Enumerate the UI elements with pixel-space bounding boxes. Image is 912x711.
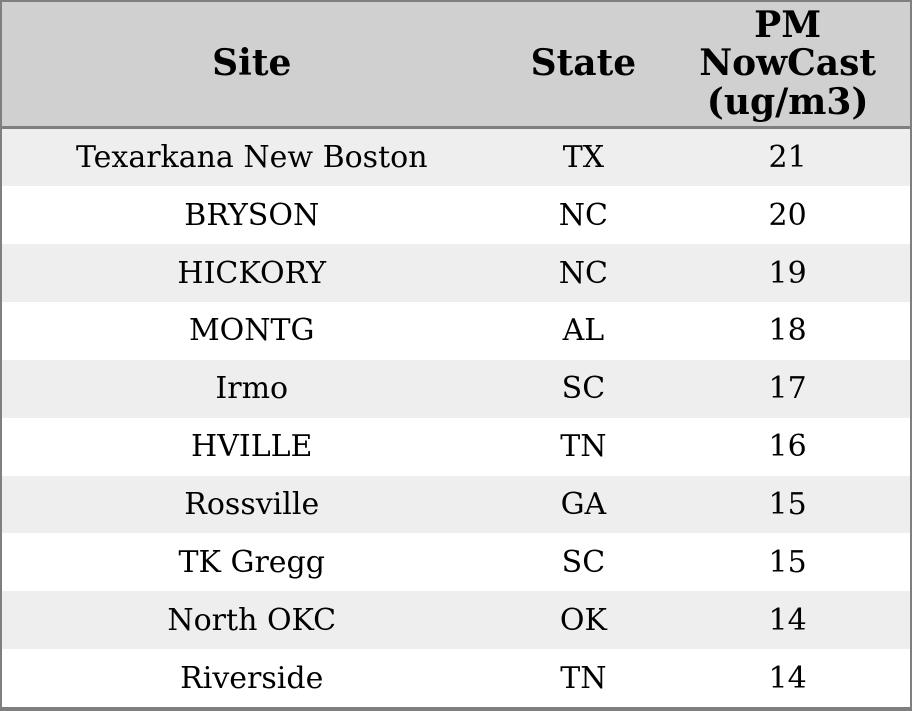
state-cell: AL (562, 313, 605, 349)
state-cell: TN (560, 660, 607, 696)
pm-cell: 21 (768, 139, 807, 175)
state-cell: OK (559, 602, 607, 638)
table-row (1, 649, 911, 709)
pm-cell: 14 (768, 660, 807, 696)
state-cell: TN (560, 429, 607, 465)
pm-cell: 19 (768, 255, 807, 291)
table-row (1, 418, 911, 476)
pm-cell: 18 (768, 313, 807, 349)
site-cell: BRYSON (184, 197, 320, 233)
pm-cell: 20 (768, 197, 807, 233)
site-cell: MONTG (188, 313, 315, 349)
pm-cell: 14 (768, 602, 807, 638)
state-cell: SC (561, 544, 606, 580)
state-cell: SC (561, 371, 606, 407)
site-cell: Texarkana New Boston (75, 139, 428, 175)
site-cell: North OKC (167, 602, 337, 638)
table-row (1, 127, 911, 186)
column-header-state (502, 1, 666, 127)
pm-cell: 17 (768, 371, 807, 407)
state-cell: TX (562, 139, 605, 175)
pm-cell: 15 (768, 487, 807, 522)
table-row (1, 591, 911, 649)
site-cell: HICKORY (177, 255, 327, 291)
table-row (1, 186, 911, 244)
table-row (1, 533, 911, 591)
column-header-site-label: Site (212, 42, 292, 85)
table-row (1, 302, 911, 360)
pm-cell: 16 (768, 429, 807, 465)
pm-cell: 15 (768, 544, 807, 580)
header-row (1, 1, 911, 127)
site-cell: TK Gregg (178, 544, 325, 580)
state-cell: NC (558, 255, 608, 291)
table-row (1, 476, 911, 534)
column-header-pm-nowcast-label: PM NowCast (ug/m3) (699, 3, 877, 123)
site-cell: Riverside (180, 660, 324, 696)
site-cell: HVILLE (191, 429, 313, 465)
column-header-pm-nowcast (665, 1, 911, 127)
site-cell: Rossville (184, 487, 320, 522)
table-row (1, 244, 911, 302)
table-row (1, 360, 911, 418)
site-cell: Irmo (215, 371, 289, 407)
state-cell: NC (558, 197, 608, 233)
column-header-state-label: State (530, 42, 637, 85)
state-cell: GA (560, 487, 607, 522)
column-header-site (1, 1, 502, 127)
